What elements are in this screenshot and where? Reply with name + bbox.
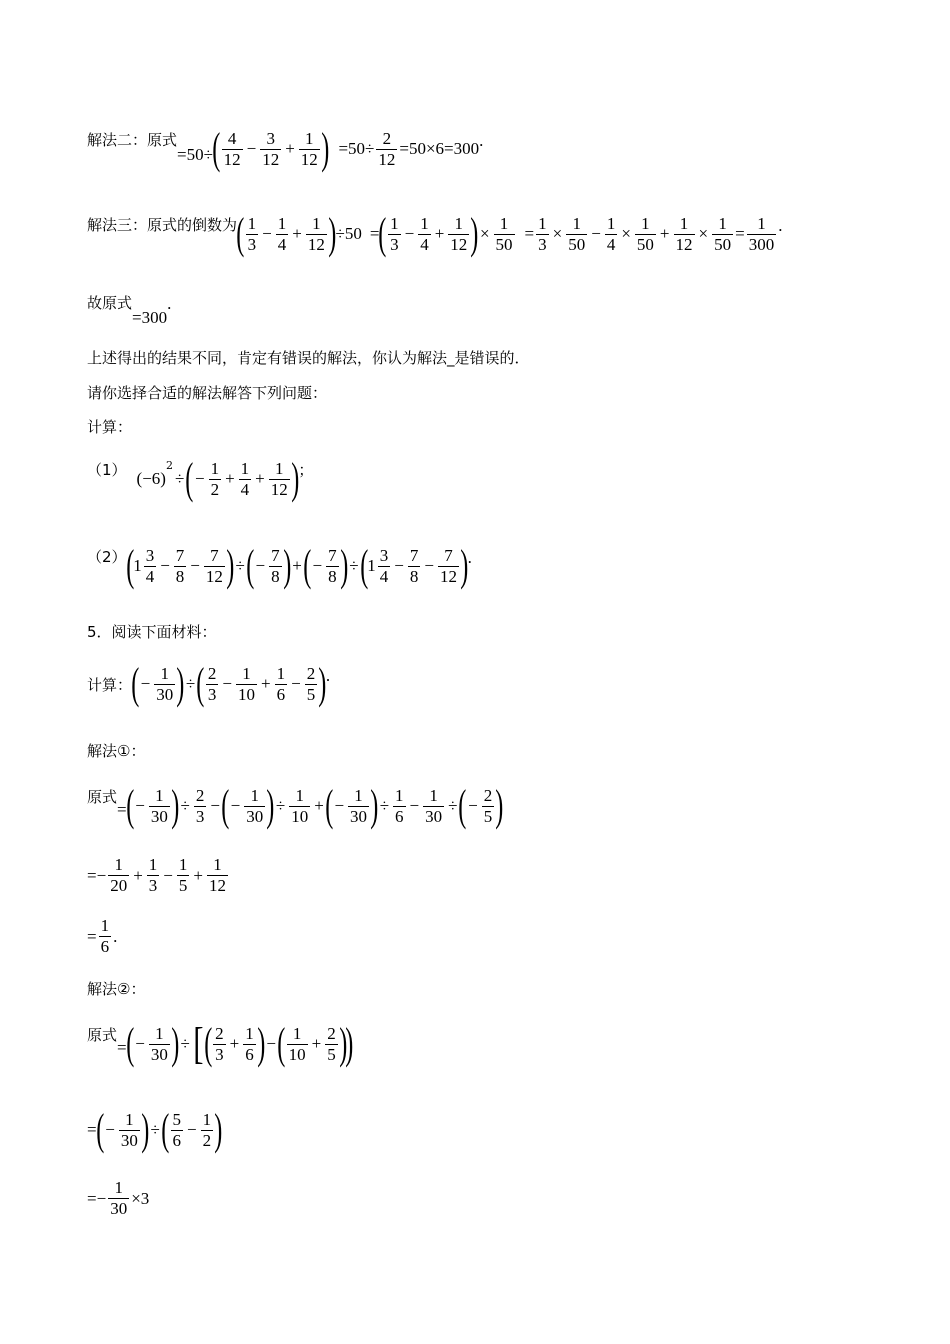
solution-3-line: [87, 209, 783, 258]
plus-sign: +: [314, 796, 324, 815]
fraction: $\frac{1}{30}$: [425, 785, 443, 826]
plus-sign: +: [434, 224, 445, 243]
fraction: $\frac{2}{5}$: [306, 663, 316, 704]
left-paren: (: [277, 1019, 286, 1068]
fraction: $\frac{1}{4}$: [240, 458, 250, 499]
divide-sign: ÷: [180, 796, 190, 815]
right-paren: ): [470, 209, 479, 258]
base: (−6): [136, 469, 166, 488]
right-paren: ): [460, 541, 469, 590]
fraction: $\frac{1}{5}$: [178, 855, 188, 895]
minus-sign: −: [190, 556, 200, 575]
right-paren: ): [339, 1019, 348, 1068]
left-paren: (: [325, 781, 334, 830]
fraction: $\frac{1}{10}$: [288, 1023, 306, 1064]
equals-50-div: =50÷: [338, 139, 375, 158]
fraction: $\frac{1}{30}$: [120, 1109, 138, 1150]
fraction: $\frac{2}{3}$: [207, 663, 217, 704]
fraction: $\frac{1}{4}$: [606, 213, 616, 254]
fraction: $\frac{1}{12}$: [300, 128, 318, 169]
minus-sign: −: [140, 674, 151, 693]
minus-sign: −: [187, 1120, 197, 1139]
method-1-label: 解法①：: [87, 742, 146, 760]
times-sign: ×: [479, 224, 490, 243]
left-paren: (: [236, 209, 245, 258]
left-bracket: [: [193, 1019, 204, 1068]
fraction: $\frac{1}{6}$: [395, 785, 404, 826]
fraction: $\frac{1}{300}$: [748, 213, 775, 254]
fraction: $\frac{1}{30}$: [110, 1178, 128, 1218]
fraction: $\frac{1}{12}$: [270, 458, 288, 499]
fraction: $\frac{1}{30}$: [150, 1023, 168, 1064]
minus-sign: −: [222, 674, 233, 693]
minus-sign: −: [409, 796, 420, 815]
left-paren: (: [221, 781, 230, 830]
equals-sign: =: [524, 224, 535, 243]
fraction: $\frac{1}{12}$: [208, 855, 226, 895]
divide-sign: ÷: [448, 796, 458, 815]
fraction: $\frac{7}{12}$: [439, 545, 457, 586]
fraction: $\frac{1}{2}$: [210, 458, 220, 499]
right-paren: ): [257, 1019, 266, 1068]
calc-label: 计算：: [87, 675, 133, 694]
minus-sign: −: [262, 224, 272, 243]
fraction: $\frac{7}{8}$: [175, 545, 185, 586]
result: =50×6=300: [399, 139, 480, 158]
minus-sign: −: [334, 796, 345, 815]
fraction: $\frac{1}{50}$: [568, 213, 586, 254]
method-2-label: 解法②：: [87, 980, 146, 998]
fraction: $\frac{1}{50}$: [495, 213, 513, 254]
left-paren: (: [161, 1105, 170, 1154]
equals-minus: =−: [87, 1188, 107, 1208]
right-paren: ): [370, 781, 379, 830]
minus-sign: −: [246, 139, 257, 158]
plus-sign: +: [225, 469, 235, 488]
fraction: $\frac{1}{4}$: [420, 213, 429, 254]
fraction: $\frac{1}{30}$: [246, 785, 264, 826]
right-paren: ): [282, 541, 291, 590]
minus-sign: −: [468, 796, 478, 815]
fraction: $\frac{1}{12}$: [307, 213, 325, 254]
mixed-number: 1 $\frac{3}{4}$: [133, 545, 155, 586]
fraction: $\frac{5}{6}$: [172, 1109, 181, 1150]
times-sign: ×: [698, 224, 709, 243]
fraction: $\frac{3}{12}$: [262, 128, 280, 169]
plus-sign: +: [311, 1034, 322, 1053]
equals-sign: =: [117, 800, 127, 819]
minus-sign: −: [105, 1120, 115, 1139]
solution-3-label: 解法三：原式的倒数为: [87, 216, 238, 234]
fraction: $\frac{1}{6}$: [100, 916, 110, 956]
fraction: $\frac{1}{6}$: [276, 663, 286, 704]
period: .: [479, 131, 484, 150]
right-paren: ): [318, 659, 327, 708]
minus-sign: −: [135, 1034, 145, 1053]
fraction: $\frac{1}{10}$: [291, 785, 309, 826]
right-paren: ): [226, 541, 235, 590]
minus-sign: −: [194, 469, 205, 488]
left-paren: (: [246, 541, 255, 590]
right-paren: ): [141, 1105, 150, 1154]
fraction: $\frac{1}{20}$: [110, 855, 128, 895]
plus-sign: +: [193, 865, 203, 885]
fraction: $\frac{1}{3}$: [247, 213, 257, 254]
fraction: $\frac{7}{12}$: [205, 545, 223, 586]
right-paren: ): [328, 209, 337, 258]
section-5-title: 5．阅读下面材料：: [87, 623, 217, 641]
fraction: $\frac{4}{12}$: [223, 128, 241, 169]
minus-sign: −: [160, 556, 170, 575]
right-paren: ): [171, 781, 180, 830]
plus-sign: +: [261, 674, 271, 693]
fraction: $\frac{1}{2}$: [202, 1109, 212, 1150]
right-paren: ): [345, 1019, 354, 1068]
orig-label: 原式: [87, 788, 118, 806]
divide-sign: ÷: [180, 1034, 190, 1053]
semicolon: ；: [298, 461, 314, 479]
period: .: [325, 666, 331, 685]
minus-sign: −: [424, 556, 434, 575]
paragraph: 上述得出的结果不同，肯定有错误的解法，你认为解法_是错误的．: [87, 349, 530, 367]
equals-sign: =: [87, 1120, 97, 1139]
fraction: $\frac{1}{6}$: [245, 1023, 254, 1064]
fraction: $\frac{1}{10}$: [238, 663, 256, 704]
plus-sign: +: [292, 224, 302, 243]
fraction: $\frac{1}{12}$: [450, 213, 468, 254]
question-2-label: （2）: [87, 548, 127, 566]
left-paren: (: [131, 659, 140, 708]
fraction: $\frac{7}{8}$: [271, 545, 280, 586]
minus-sign: −: [135, 796, 145, 815]
fraction: $\frac{1}{30}$: [150, 785, 168, 826]
minus-sign: −: [210, 796, 220, 815]
exponent: 2: [165, 459, 173, 472]
equals-sign: =: [87, 926, 97, 946]
divide-sign: ÷: [235, 556, 245, 575]
fraction: $\frac{7}{8}$: [409, 545, 419, 586]
question-1-label: （1）: [87, 461, 127, 479]
divide-sign: ÷: [349, 556, 359, 575]
fraction: $\frac{1}{3}$: [538, 213, 547, 254]
left-paren: (: [303, 541, 312, 590]
question-1: [87, 454, 314, 503]
fraction: $\frac{1}{12}$: [675, 213, 693, 254]
equals-sign: =: [117, 1038, 127, 1057]
method-1-line-2: [87, 855, 230, 896]
period: .: [467, 548, 472, 567]
fraction: $\frac{2}{3}$: [195, 785, 205, 826]
right-paren: ): [291, 454, 300, 503]
fraction: $\frac{1}{50}$: [636, 213, 654, 254]
fraction: $\frac{1}{3}$: [148, 855, 158, 895]
left-paren: (: [185, 454, 194, 503]
right-paren: ): [339, 541, 348, 590]
conclusion-value: =300: [132, 308, 168, 327]
section-5-expression: [87, 659, 331, 708]
right-paren: ): [266, 781, 275, 830]
minus-sign: −: [266, 1034, 277, 1053]
fraction: $\frac{2}{3}$: [215, 1023, 224, 1064]
plus-sign: +: [292, 556, 302, 575]
minus-sign: −: [163, 865, 173, 885]
left-paren: (: [212, 124, 221, 173]
equals-sign: =: [369, 224, 380, 243]
mixed-number: 1 $\frac{3}{4}$: [367, 545, 389, 586]
plus-sign: +: [285, 139, 295, 158]
left-paren: (: [203, 1019, 212, 1068]
right-paren: ): [176, 659, 185, 708]
left-paren: (: [125, 1019, 134, 1068]
solution-2-label: 解法二：原式: [87, 131, 178, 149]
plus-sign: +: [255, 469, 265, 488]
fraction: $\frac{1}{3}$: [390, 213, 399, 254]
left-paren: (: [95, 1105, 104, 1154]
equals-sign: =: [735, 224, 745, 243]
right-paren: ): [495, 781, 504, 830]
fraction: $\frac{1}{30}$: [350, 785, 368, 826]
solution-2-line: [87, 124, 484, 173]
times-3: ×3: [131, 1188, 150, 1208]
left-paren: (: [359, 541, 368, 590]
right-paren: ): [171, 1019, 180, 1068]
divide-sign: ÷: [185, 674, 196, 693]
question-2: [87, 541, 472, 590]
conclusion-label: 故原式: [87, 294, 133, 312]
period: .: [778, 216, 783, 235]
div-50: ÷50: [335, 224, 362, 243]
method-1-line-3: [87, 916, 117, 957]
minus-sign: −: [291, 674, 301, 693]
method-1-line-1: [87, 781, 504, 830]
method-2-line-3: [87, 1178, 149, 1219]
fraction: $\frac{2}{12}$: [378, 128, 396, 169]
divide-sign: ÷: [150, 1120, 160, 1139]
left-paren: (: [196, 659, 205, 708]
plus-sign: +: [659, 224, 670, 243]
plus-sign: +: [229, 1034, 240, 1053]
orig-label: 原式: [87, 1026, 118, 1044]
left-paren: (: [378, 209, 387, 258]
minus-sign: −: [255, 556, 266, 575]
left-paren: (: [458, 781, 467, 830]
fraction: $\frac{1}{4}$: [277, 213, 287, 254]
fraction: $\frac{2}{5}$: [327, 1023, 336, 1064]
fraction: $\frac{1}{30}$: [156, 663, 174, 704]
fraction: $\frac{7}{8}$: [328, 545, 337, 586]
times-sign: ×: [552, 224, 563, 243]
method-2-line-2: [87, 1105, 223, 1154]
equals-50-div: =50÷: [177, 145, 213, 164]
period: .: [113, 926, 118, 946]
minus-sign: −: [312, 556, 323, 575]
divide-sign: ÷: [174, 469, 185, 488]
period: .: [167, 294, 172, 313]
times-sign: ×: [621, 224, 631, 243]
paragraph: 计算：: [87, 418, 133, 436]
left-paren: (: [125, 781, 134, 830]
minus-sign: −: [230, 796, 241, 815]
equals-minus: =−: [87, 865, 107, 885]
conclusion-line: [87, 290, 171, 328]
divide-sign: ÷: [275, 796, 286, 815]
paragraph: 请你选择合适的解法解答下列问题：: [87, 384, 328, 402]
left-paren: (: [125, 541, 134, 590]
fraction: $\frac{1}{50}$: [714, 213, 732, 254]
plus-sign: +: [133, 865, 143, 885]
minus-sign: −: [591, 224, 601, 243]
minus-sign: −: [404, 224, 415, 243]
divide-sign: ÷: [379, 796, 390, 815]
minus-sign: −: [394, 556, 404, 575]
fraction: $\frac{2}{5}$: [483, 785, 493, 826]
right-paren: ): [321, 124, 330, 173]
method-2-line-1: [87, 1019, 354, 1068]
right-paren: ): [214, 1105, 223, 1154]
